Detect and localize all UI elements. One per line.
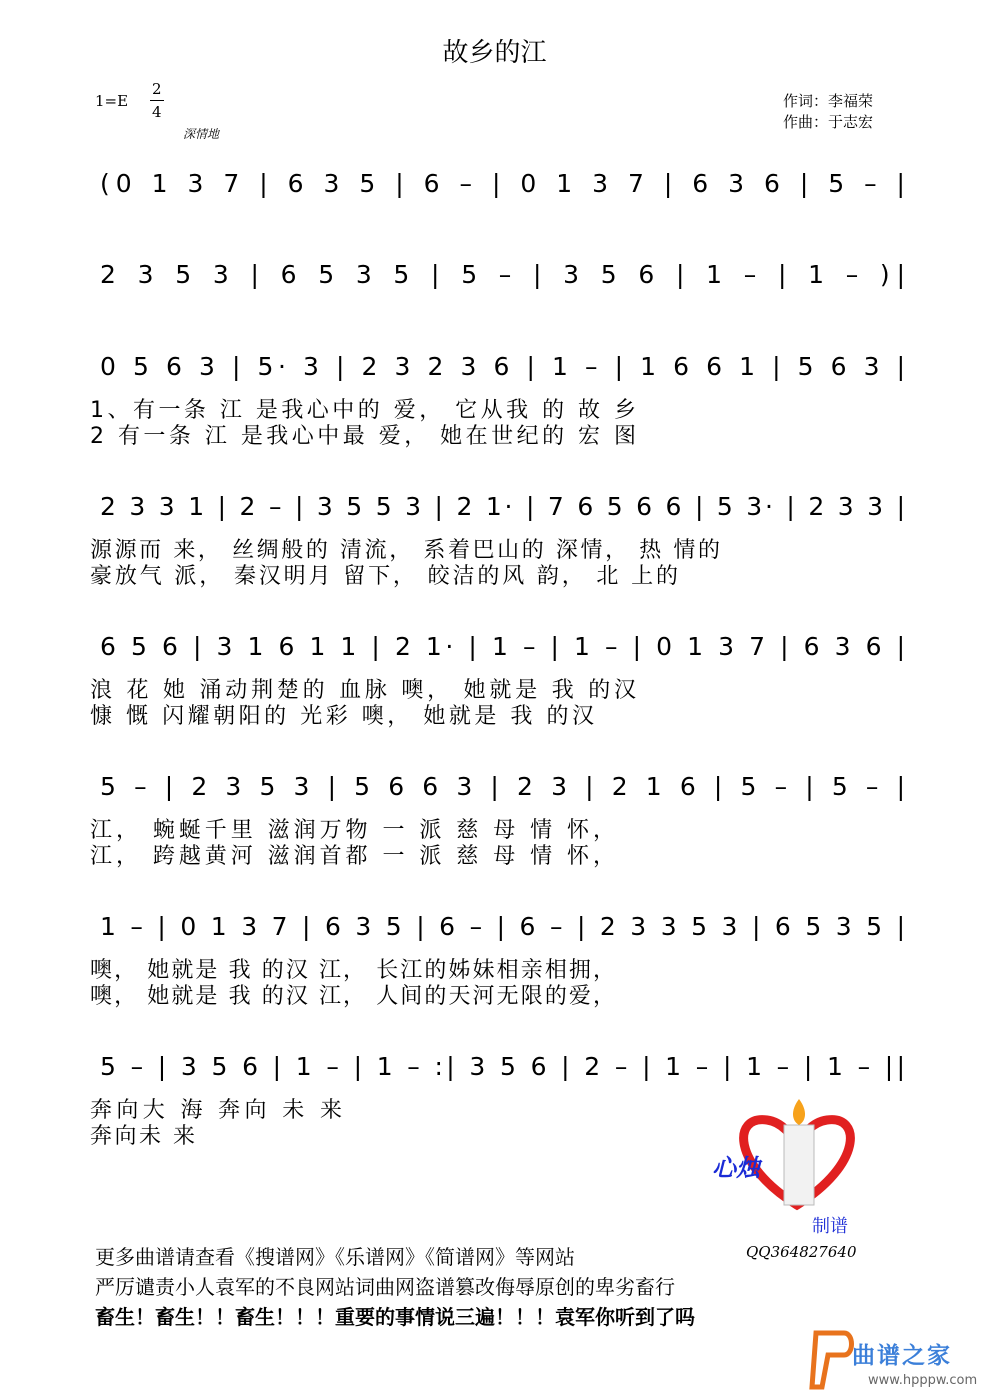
lyric-line: 源源而 来， 丝绸般的 清流， 系着巴山的 深情， 热 情的 [90, 538, 720, 563]
watermark-url: www.hpppw.com [868, 1373, 978, 1388]
footer-line-1: 更多曲谱请查看《搜谱网》《乐谱网》《简谱网》等网站 [95, 1245, 575, 1269]
score-system [100, 260, 905, 289]
song-title: 故乡的江 [442, 38, 547, 68]
footer-line-3: 畜生！畜生！！畜生！！！重要的事情说三遍！！！袁军你听到了吗 [95, 1305, 695, 1329]
lyric-line: 豪放气 派， 秦汉明月 留下， 皎洁的风 韵， 北 上的 [90, 564, 678, 589]
key-signature: 1=E [95, 92, 129, 110]
score-system [90, 632, 905, 729]
footer-line-2: 严厉谴责小人袁军的不良网站词曲网盗谱篡改侮辱原创的卑劣畜行 [95, 1275, 675, 1299]
notation-line: (0 1 3 7 | 6 3 5 | 6 – | 0 1 3 7 | 6 3 6 | 5 – | [100, 169, 905, 198]
expression-mark: 深情地 [183, 127, 220, 141]
notation-line: 2 3 3 1 | 2 – | 3 5 5 3 | 2 1· | 7 6 5 6 6 | 5 3· | 2 3 3 | [100, 492, 905, 521]
notation-line: 1 – | 0 1 3 7 | 6 3 5 | 6 – | 6 – | 2 3 3 5 3 | 6 5 3 5 | [100, 912, 905, 941]
stamp-text: 心烛 [712, 1154, 760, 1182]
time-signature-top: 2 [152, 80, 162, 98]
score-system [90, 352, 905, 449]
notation-line: 5 – | 2 3 5 3 | 5 6 6 3 | 2 3 | 2 1 6 | 5 – | 5 – | [100, 772, 905, 801]
score-system [90, 912, 905, 1009]
stamp-made-label: 制谱 [812, 1216, 848, 1237]
score-system [90, 772, 905, 869]
lyric-line: 江， 蜿蜒千里 滋润万物 一 派 慈 母 情 怀， [90, 818, 615, 843]
notation-line: 5 – | 3 5 6 | 1 – | 1 – :| 3 5 6 | 2 – | 1 – | 1 – | 1 – || [100, 1052, 905, 1081]
lyric-line: 噢， 她就是 我 的汉 江， 长江的姊妹相亲相拥， [90, 958, 615, 983]
stamp-qq: QQ364827640 [746, 1243, 857, 1261]
lyric-line: 奔向未 来 [90, 1124, 195, 1149]
lyric-line: 噢， 她就是 我 的汉 江， 人间的天河无限的爱， [90, 984, 615, 1009]
lyric-line: 江， 跨越黄河 滋润首都 一 派 慈 母 情 怀， [90, 844, 615, 869]
score-system [100, 169, 905, 198]
lyric-line: 2 有一条 江 是我心中最 爱， 她在世纪的 宏 图 [90, 424, 636, 449]
composer: 作曲：于志宏 [783, 113, 874, 131]
lyric-line: 浪 花 她 涌动荆楚的 血脉 噢， 她就是 我 的汉 [90, 678, 636, 703]
lyricist: 作词：李福荣 [783, 92, 874, 110]
notation-line: 2 3 5 3 | 6 5 3 5 | 5 – | 3 5 6 | 1 – | 1 – )| [100, 260, 906, 289]
lyric-line: 慷 慨 闪耀朝阳的 光彩 噢， 她就是 我 的汉 [90, 704, 594, 729]
lyric-line: 1、有一条 江 是我心中的 爱， 它从我 的 故 乡 [90, 398, 636, 423]
watermark-name: 曲谱之家 [852, 1343, 952, 1369]
lyric-line: 奔向大 海 奔向 未 来 [90, 1098, 342, 1123]
score-system [90, 492, 905, 589]
notation-line: 0 5 6 3 | 5· 3 | 2 3 2 3 6 | 1 – | 1 6 6 1 | 5 6 3 | [100, 352, 905, 381]
notation-line: 6 5 6 | 3 1 6 1 1 | 2 1· | 1 – | 1 – | 0 1 3 7 | 6 3 6 | [100, 632, 905, 661]
time-signature-bottom: 4 [152, 103, 162, 121]
